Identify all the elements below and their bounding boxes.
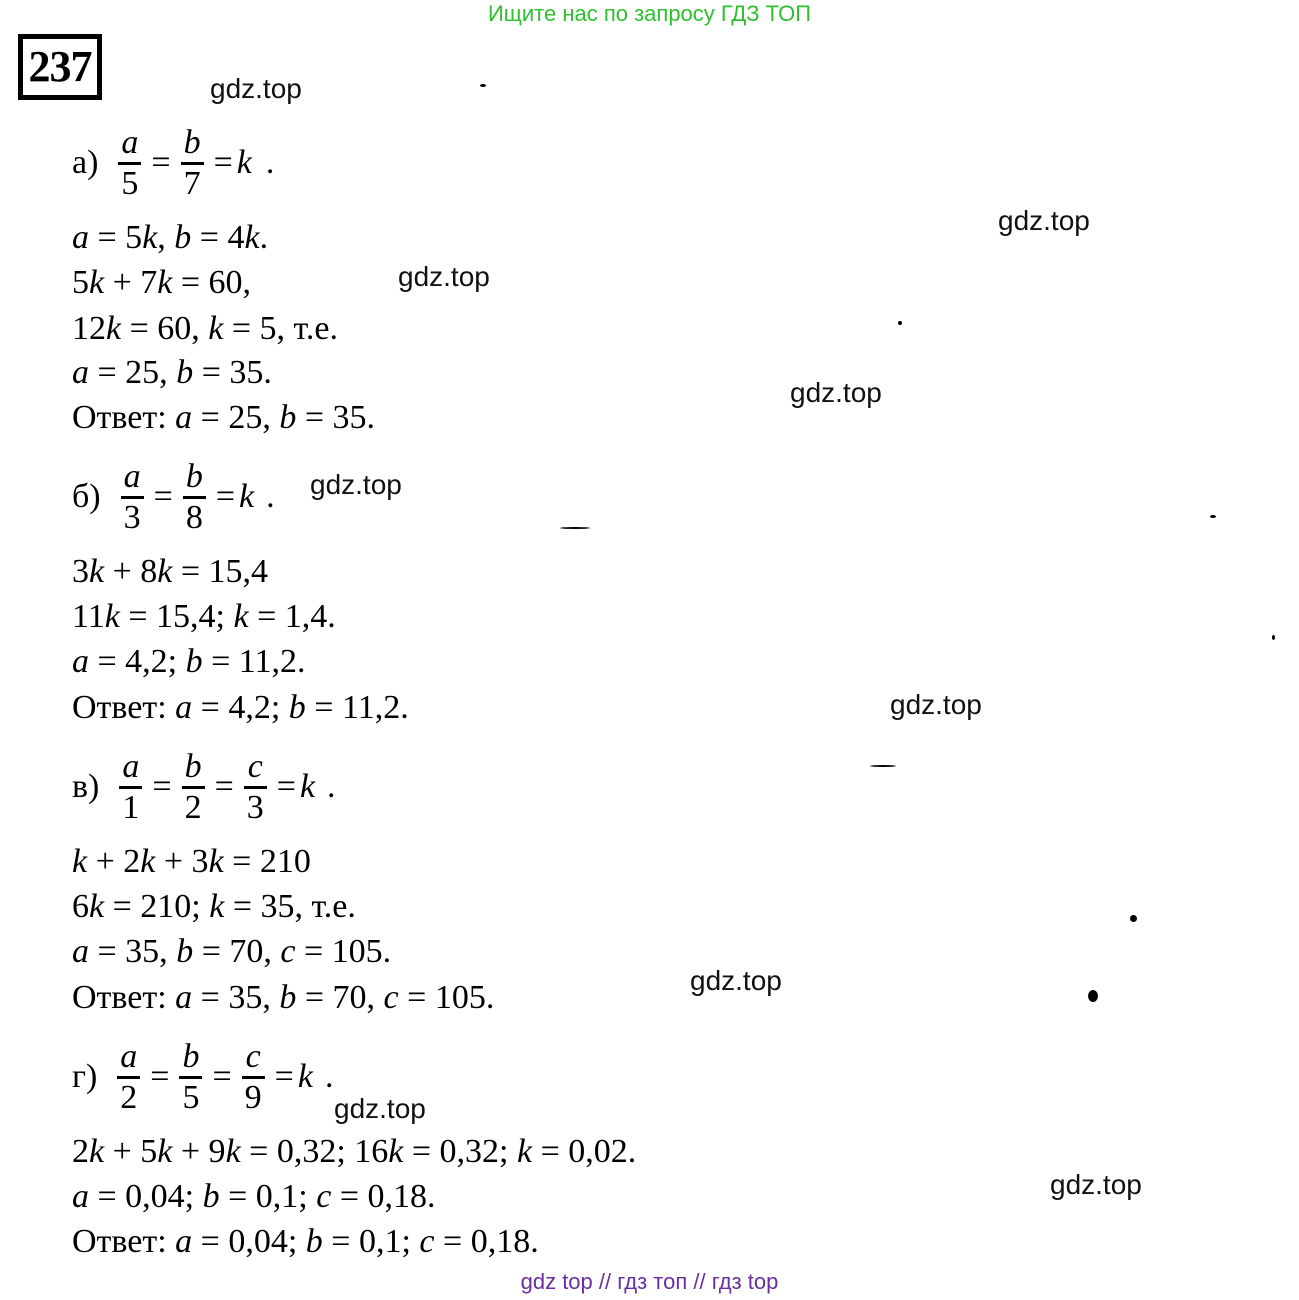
numerator: a [123,457,141,495]
watermark: gdz.top [998,205,1090,236]
solution-line: a = 35, b = 70, c = 105. [72,933,392,970]
scan-speck [870,765,896,767]
fraction [119,748,142,827]
watermark: gdz.top [790,377,882,408]
answer-line: Ответ: a = 25, b = 35. [72,399,376,436]
answer-line: Ответ: a = 0,04; b = 0,1; c = 0,18. [72,1223,539,1260]
denominator: 2 [120,1078,138,1116]
denominator: 5 [121,164,139,202]
fraction [242,1038,265,1117]
period: . [327,768,336,805]
denominator: 8 [185,498,203,536]
equation-v [72,742,336,832]
numerator: b [185,457,203,495]
equals-sign: = [215,478,235,515]
equals-sign: = [276,768,296,805]
watermark: gdz.top [690,965,782,996]
scan-speck [480,84,486,87]
answer-line: Ответ: a = 35, b = 70, c = 105. [72,979,495,1016]
part-label: в) [72,768,100,805]
equals-sign: = [152,768,172,805]
scan-speck [898,321,902,325]
fraction [179,1038,202,1117]
scan-speck [1210,515,1216,518]
watermark: gdz.top [310,469,402,500]
period: . [324,1058,334,1095]
part-label: а) [72,144,99,181]
denominator: 5 [182,1078,200,1116]
period: . [265,144,275,181]
scan-speck [1088,990,1098,1002]
equals-sign: = [212,1058,232,1095]
solution-line: 3k + 8k = 15,4 [72,553,269,590]
denominator: 2 [184,788,202,826]
watermark: gdz.top [1050,1169,1142,1200]
solution-line: a = 4,2; b = 11,2. [72,643,306,680]
numerator: b [184,747,202,785]
solution-line: a = 0,04; b = 0,1; c = 0,18. [72,1178,436,1215]
solution-line: 2k + 5k + 9k = 0,32; 16k = 0,32; k = 0,02. [72,1133,637,1170]
fraction [182,748,205,827]
numerator: b [182,1037,200,1075]
search-banner: Ищите нас по запросу ГДЗ ТОП [487,1,812,26]
watermark: gdz.top [210,73,302,104]
denominator: 3 [123,498,141,536]
fraction [118,124,141,203]
solution-line: 12k = 60, k = 5, т.е. [72,310,338,347]
k-symbol: k [236,144,252,181]
solution-line: a = 25, b = 35. [72,354,272,391]
numerator: c [247,747,263,785]
fraction [117,1038,140,1117]
footer-links: gdz top // гдз топ // гдз top [520,1269,779,1294]
part-label: г) [72,1058,98,1095]
denominator: 9 [244,1078,262,1116]
fraction [121,458,144,537]
equals-sign: = [153,478,173,515]
solution-line: 11k = 15,4; k = 1,4. [72,598,336,635]
answer-line: Ответ: a = 4,2; b = 11,2. [72,689,409,726]
equals-sign: = [214,768,234,805]
period: . [266,478,275,515]
equals-sign: = [213,144,233,181]
k-symbol: k [299,768,316,805]
solution-line: 5k + 7k = 60, [72,264,252,301]
equation-g [72,1032,333,1122]
denominator: 7 [183,164,201,202]
scan-speck [1272,635,1275,640]
solution-line: k + 2k + 3k = 210 [72,843,311,880]
scan-speck [1130,915,1137,922]
denominator: 3 [246,788,264,826]
equals-sign: = [150,1058,170,1095]
fraction [244,748,267,827]
watermark: gdz.top [890,689,982,720]
problem-number: 237 [18,34,102,100]
watermark: gdz.top [334,1093,426,1124]
solution-line: 6k = 210; k = 35, т.е. [72,888,356,925]
k-symbol: k [239,478,255,515]
denominator: 1 [122,788,140,826]
numerator: a [121,123,139,161]
fraction [181,124,204,203]
numerator: a [120,1037,138,1075]
equation-a [72,118,274,208]
watermark: gdz.top [398,261,490,292]
equals-sign: = [151,144,171,181]
numerator: a [122,747,140,785]
solution-line: a = 5k, b = 4k. [72,219,269,256]
part-label: б) [72,478,101,515]
equals-sign: = [274,1058,294,1095]
equation-b [72,452,275,542]
scan-speck [560,527,590,529]
k-symbol: k [297,1058,313,1095]
fraction [183,458,206,537]
numerator: c [245,1037,261,1075]
numerator: b [183,123,201,161]
